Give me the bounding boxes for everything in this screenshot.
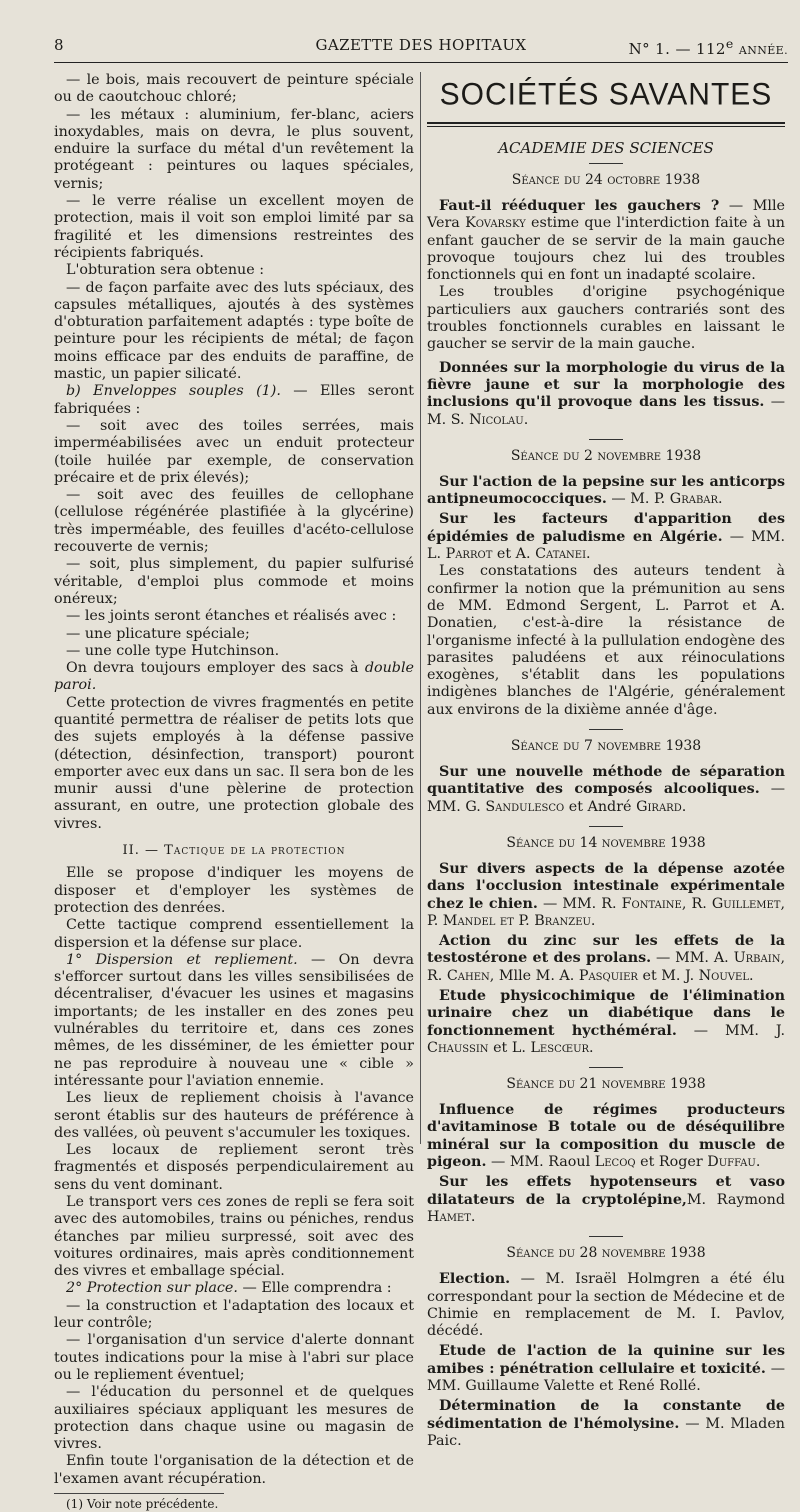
entry-title: Etude physicochimique de l'élimination urinaire chez un diabétique dans le fonctionnement hycthéméral. xyxy=(427,987,785,1039)
entry xyxy=(427,198,785,284)
entry-title: Faut-il rééduquer les gauchers ? xyxy=(439,198,720,214)
page-header xyxy=(54,36,788,60)
text-run: — On devra s'efforcer surtout dans les villes sensibilisées de décentraliser, d'évacuer les usines et magasins importants; de les installer en des zones peu vulnérables du territoire et, dans ces zones mêmes, de les disséminer, de les émietter pour ne pas reproduire à nouveau une « cible » intéressante pour l'aviation ennemie. xyxy=(54,951,414,1089)
text-run: — Elles seront fabriquées : xyxy=(54,383,414,417)
section-title: SOCIÉTÉS SAVANTES xyxy=(439,77,773,112)
session-day: 7 xyxy=(583,738,593,755)
entry xyxy=(427,1102,785,1171)
author: Nicolau. xyxy=(469,411,529,428)
paragraph: — une plicature spéciale; xyxy=(66,625,250,642)
paragraph: Cette tactique comprend essentiellement la dispersion et la défense sur place. xyxy=(54,917,414,951)
text-run: et André xyxy=(564,798,637,815)
session-month: novembre xyxy=(592,447,666,464)
title-rule xyxy=(427,122,785,124)
text-run: et A. xyxy=(492,546,536,563)
entry-title: Influence de régimes producteurs d'avitaminose B totale ou de déséquilibre minéral sur la composition du muscle de pigeon. xyxy=(427,1102,785,1171)
paragraph: L'obturation sera obtenue : xyxy=(66,262,265,279)
paragraph xyxy=(54,660,414,695)
text-run: — M. P. xyxy=(606,491,670,508)
session-year: 1938 xyxy=(669,834,706,851)
title-rule-thin xyxy=(427,126,785,127)
text-run: et L. xyxy=(488,1039,531,1056)
paragraph: Les lieux de repliement choisis à l'avance seront établis sur des hauteurs de préférence à des vallées, où peuvent s'accumuler les toxiques. xyxy=(54,1090,414,1141)
entry xyxy=(427,1398,785,1450)
text-run: — MM. J. xyxy=(676,1022,786,1039)
author: Sandulesco xyxy=(485,798,565,815)
entry xyxy=(427,360,785,429)
author: Grabar. xyxy=(669,491,723,508)
entry xyxy=(427,1174,785,1226)
paragraph: — l'éducation du personnel et de quelques auxiliaires spéciaux appliquant les mesures de protection dans chaque usine ou magasin de vivres. xyxy=(54,1384,414,1453)
session-month: octobre xyxy=(602,172,665,188)
session-label: Séance du xyxy=(511,172,585,188)
session-heading xyxy=(427,1076,785,1092)
session-heading xyxy=(427,1245,785,1261)
text-run: — Mlle Vera xyxy=(427,198,786,232)
text-run: — MM. A. xyxy=(651,950,734,967)
author: Girard. xyxy=(636,798,687,815)
paragraph: Les constatations des auteurs tendent à confirmer la notion que la prémunition au sens de MM. Edmond Sergent, L. Parrot et A. Donatien, c'est-à-dire la résistance de l'organisme infecté à la pullulation endogène des parasites paludéens et aux réinoculations exogènes, s'établit dans les populations indigènes blanches de l'Algérie, généralement aux environs de la dixième année d'âge. xyxy=(427,563,785,718)
paragraph: — soit avec des toiles serrées, mais imperméabilisées avec un enduit protecteur (toile huilée par exemple, de conservation précaire et de prix élevés); xyxy=(54,417,414,486)
entry-title: Action du zinc sur les effets de la testostérone et des prolans. xyxy=(427,933,785,967)
paragraph: — le bois, mais recouvert de peinture spéciale ou de caoutchouc chloré; xyxy=(54,72,414,106)
author: Hamet. xyxy=(427,1208,476,1225)
entry-title: Sur l'action de la pepsine sur les anticorps antipneumococciques. xyxy=(427,473,785,508)
text-run: — M. S. xyxy=(427,394,785,428)
right-column xyxy=(427,72,785,1450)
session-year: 1938 xyxy=(665,447,702,464)
section-heading: II. — Tactique de la protection xyxy=(122,843,346,859)
page-number: 8 xyxy=(54,36,64,54)
paragraph: — soit, plus simplement, du papier sulfurisé véritable, d'emploi plus commode et moins onéreux; xyxy=(54,556,414,607)
author: Catanei. xyxy=(535,546,591,563)
short-rule xyxy=(589,439,623,440)
session-year: 1938 xyxy=(665,738,702,755)
text-run: et M. J. xyxy=(637,967,699,984)
author: Fontaine, R. Guillemet, P. Mandel et P. Branzeu. xyxy=(427,895,786,929)
entry-title: Etude de l'action de la quinine sur les amibes : pénétration cellulaire et toxicité. xyxy=(427,1343,785,1377)
entry xyxy=(427,933,785,985)
subsection-label: b) Enveloppes souples (1). xyxy=(66,383,281,400)
short-rule xyxy=(589,729,623,730)
session-month: novembre xyxy=(592,738,666,755)
paragraph: Les locaux de repliement seront très fragmentés et disposés perpendiculairement au sens du vent dominant. xyxy=(54,1142,414,1193)
entry-title: Sur les facteurs d'apparition des épidémies de paludisme en Algérie. xyxy=(427,511,785,545)
session-day: 21 xyxy=(579,1076,598,1093)
session-label: Séance du xyxy=(506,1076,580,1093)
entry xyxy=(427,474,785,509)
subsection-label: 1° Dispersion et repliement. xyxy=(66,951,298,968)
paragraph: Elle se propose d'indiquer les moyens de disposer et d'employer les systèmes de protection des denrées. xyxy=(54,865,414,916)
session-heading xyxy=(427,172,785,188)
paragraph xyxy=(54,383,414,418)
academy-heading: ACADEMIE DES SCIENCES xyxy=(498,139,714,157)
issue-sup: e xyxy=(725,36,734,51)
author: Kovarsky xyxy=(465,215,526,232)
text-run: — MM. Guillaume Valette et René Rollé. xyxy=(427,1360,786,1395)
author: Pasquier xyxy=(578,967,638,984)
short-rule xyxy=(589,163,623,164)
session-month: novembre xyxy=(597,1076,670,1093)
short-rule xyxy=(589,1236,623,1237)
session-day: 2 xyxy=(583,447,593,464)
issue-number: N° 1. — 112 xyxy=(628,40,726,58)
author: Nouvel. xyxy=(698,967,754,984)
text-run: estime que l'interdiction faite à un enfant gaucher de se servir de la main gauche provoque toujours chez lui des troubles fonctionnels qui en font un inadapté scolaire. xyxy=(427,215,785,284)
entry-title: Sur une nouvelle méthode de séparation quantitative des composés alcooliques. xyxy=(427,764,785,798)
entry-title: Sur divers aspects de la dépense azotée dans l'occlusion intestinale expérimentale chez le chien. xyxy=(427,860,785,912)
short-rule xyxy=(589,826,623,827)
text-run: — M. Israël Holmgren a été élu correspondant pour la section de Médecine et de Chimie en remplacement de M. I. Pavlov, décédé. xyxy=(427,1271,785,1340)
session-heading xyxy=(427,835,785,851)
paragraph: — le verre réalise un excellent moyen de protection, mais il voit son emploi limité par sa fragilité et les dimensions restreintes des récipients fabriqués. xyxy=(54,193,414,261)
session-year: 1938 xyxy=(664,172,701,188)
paragraph: — de façon parfaite avec des luts spéciaux, des capsules métalliques, ajoutés à des systèmes d'obturation parfaitement adaptés : type boîte de peinture pour les récipients de métal; de façon moins efficace par des enduits de paraffine, de mastic, un papier silicaté. xyxy=(54,279,414,383)
issue-info xyxy=(629,36,788,58)
session-label: Séance du xyxy=(510,738,584,755)
column-divider xyxy=(420,72,421,1144)
entry-title: Election. xyxy=(439,1271,511,1288)
paragraph: — une colle type Hutchinson. xyxy=(66,642,280,659)
session-heading xyxy=(427,448,785,464)
session-month: novembre xyxy=(597,834,670,851)
subsection-label: 2° Protection sur place. xyxy=(66,1280,238,1297)
author: Urbain, R. Cahen, xyxy=(427,950,785,984)
text-run: — MM. Raoul xyxy=(486,1154,595,1171)
entry xyxy=(427,1343,785,1395)
text-run: — M. Mladen Paic. xyxy=(427,1415,785,1449)
session-day: 14 xyxy=(579,834,598,851)
paragraph xyxy=(54,952,414,1090)
text-run: et Roger xyxy=(635,1154,708,1171)
author: Lecoq xyxy=(594,1154,636,1171)
session-day: 28 xyxy=(579,1245,598,1262)
issue-year-label: ANNÉE. xyxy=(738,44,788,57)
session-label: Séance du xyxy=(506,834,580,851)
paragraph xyxy=(54,1280,414,1297)
entry-title: Sur les effets hypotenseurs et vaso dilatateurs de la cryptolépine, xyxy=(427,1174,785,1208)
text-run: M. Raymond xyxy=(686,1191,785,1208)
text-run: On devra toujours employer des sacs à xyxy=(66,660,365,677)
session-label: Séance du xyxy=(506,1245,580,1262)
text-run: — Elle comprendra : xyxy=(237,1280,392,1297)
entry-title: Détermination de la constante de sédimentation de l'hémolysine. xyxy=(427,1398,785,1432)
session-month: novembre xyxy=(597,1245,670,1262)
session-year: 1938 xyxy=(669,1076,706,1093)
entry xyxy=(427,511,785,563)
session-label: Séance du xyxy=(510,447,584,464)
session-heading xyxy=(427,738,785,754)
paragraph: — la construction et l'adaptation des locaux et leur contrôle; xyxy=(54,1297,414,1332)
paragraph: — l'organisation d'un service d'alerte donnant toutes indications pour la mise à l'abri sur place ou le repliement éventuel; xyxy=(54,1332,414,1383)
paragraph: Les troubles d'origine psychogénique particuliers aux gauchers contrariés sont des troubles fonctionnels curables en laissant le gaucher se servir de la main gauche. xyxy=(427,284,785,353)
author: Duffau. xyxy=(707,1154,761,1171)
paragraph: Cette protection de vivres fragmentés en petite quantité permettra de réaliser de petits lots que des sujets employés à la défense passive (détection, désinfection, transport) pouront emporter avec eux dans un sac. Il sera bon de les munir aussi d'une pèlerine de protection assurant, en outre, une protection globale des vivres. xyxy=(54,694,414,832)
footnote-rule xyxy=(54,1493,224,1494)
left-column xyxy=(54,72,414,1512)
text-run: — MM. R. xyxy=(537,895,622,912)
header-rule xyxy=(54,62,788,63)
author: Parrot xyxy=(445,546,493,563)
entry xyxy=(427,861,785,930)
entry-title: Données sur la morphologie du virus de la fièvre jaune et sur la morphologie des inclusions qu'il provoque dans les tissus. xyxy=(427,359,785,411)
session-year: 1938 xyxy=(669,1245,706,1262)
session-day: 24 xyxy=(584,172,603,188)
text-run: — MM. L. xyxy=(427,528,785,563)
emphasis: double paroi. xyxy=(54,660,414,694)
text-run: — MM. G. xyxy=(427,781,785,815)
text-run: Mlle M. A. xyxy=(494,967,579,984)
author: Chaussin xyxy=(427,1039,489,1056)
paragraph: — les métaux : aluminium, fer-blanc, aciers inoxydables, mais on devra, le plus souvent, enduire la surface du métal d'un revêtement la protégeant : peintures ou laques spéciales, vernis; xyxy=(54,106,414,192)
footnote: (1) Voir note précédente. xyxy=(66,1497,219,1512)
paragraph: Enfin toute l'organisation de la détection et de l'examen avant récupération. xyxy=(54,1453,414,1487)
paragraph: — les joints seront étanches et réalisés avec : xyxy=(66,608,397,625)
entry xyxy=(427,988,785,1057)
short-rule xyxy=(589,1067,623,1068)
entry xyxy=(427,764,785,816)
paragraph: Le transport vers ces zones de repli se fera soit avec des automobiles, trains ou péniches, rendus étanches par milieu surpressé, soit avec des voitures ordinaires, mais après conditionnement des vivres et emballage spécial. xyxy=(54,1194,414,1280)
entry xyxy=(427,1271,785,1340)
journal-title: GAZETTE DES HOPITAUX xyxy=(315,36,527,54)
paragraph: — soit avec des feuilles de cellophane (cellulose régénérée plastifiée à la glycérine) très imperméable, des feuilles d'acéto-cellulose recouverte de vernis; xyxy=(54,487,414,556)
author: Lescœur. xyxy=(530,1039,594,1056)
